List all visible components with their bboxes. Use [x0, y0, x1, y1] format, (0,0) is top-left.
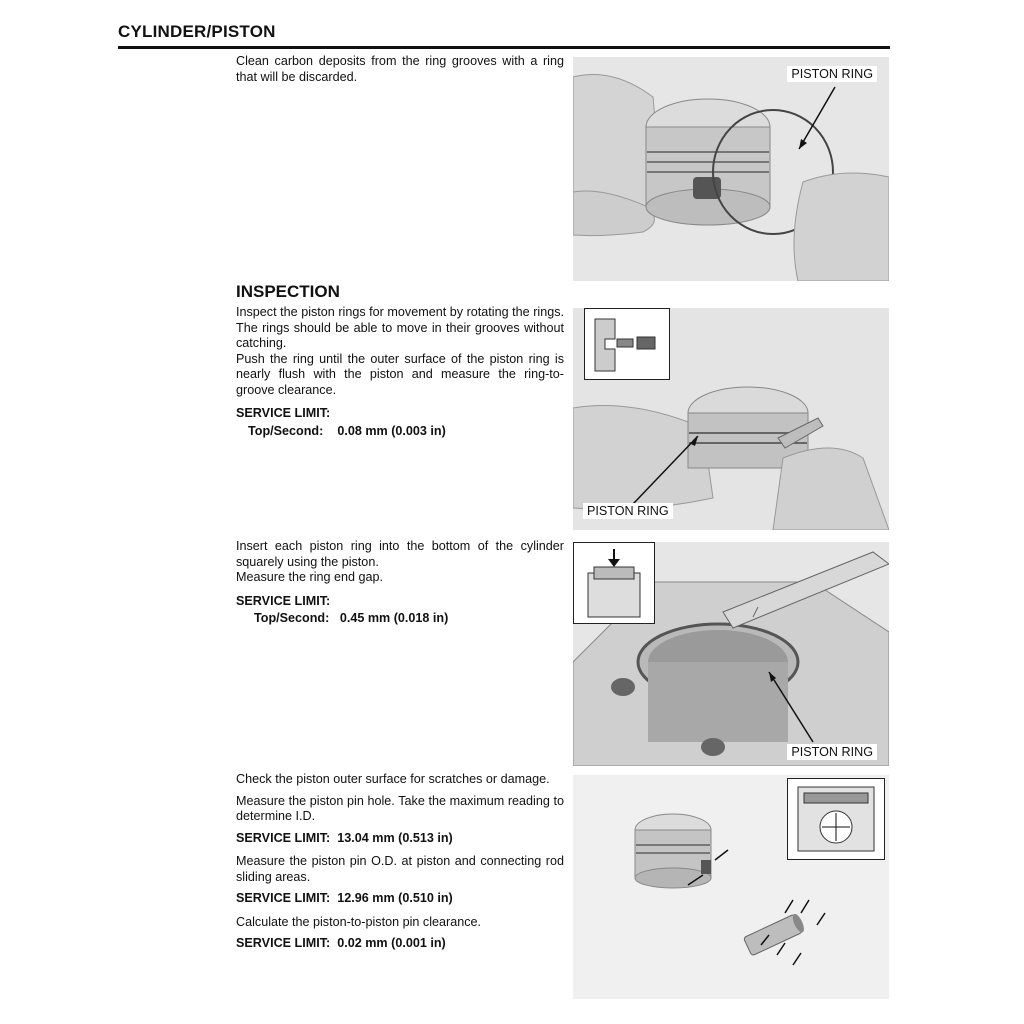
header-rule	[118, 46, 890, 49]
service-limit-pin-hole: SERVICE LIMIT: 13.04 mm (0.513 in)	[236, 830, 453, 845]
piston-paragraph-2: Measure the piston pin hole. Take the maximum reading to determine I.D.	[236, 793, 564, 823]
service-limit-title-1: SERVICE LIMIT:	[236, 406, 331, 420]
piston-paragraph-4: Calculate the piston-to-piston pin clearance.	[236, 914, 482, 929]
service-limit-end-gap: Top/Second: 0.45 mm (0.018 in)	[254, 611, 449, 625]
cleaning-text-block	[236, 54, 564, 91]
photo-ring-end-gap	[573, 542, 889, 766]
inspection-text-block	[236, 305, 564, 445]
service-limit-ring-groove: Top/Second: 0.08 mm (0.003 in)	[248, 423, 446, 438]
callout-piston-ring-3: PISTON RING	[787, 744, 877, 760]
inspection-paragraph-1: Inspect the piston rings for movement by rotating the rings. The rings should be able to move in their grooves without catching.	[236, 305, 564, 350]
end-gap-paragraph-2: Measure the ring end gap.	[236, 570, 384, 584]
inset-cylinder-diagram	[573, 542, 655, 624]
piston-paragraph-1: Check the piston outer surface for scratches or damage.	[236, 772, 550, 786]
page-header	[118, 22, 890, 49]
photo-piston-ring-cleaning	[573, 57, 889, 281]
end-gap-paragraph-1: Insert each piston ring into the bottom of the cylinder squarely using the piston.	[236, 539, 564, 569]
page-title: CYLINDER/PISTON	[118, 22, 276, 41]
end-gap-text-block	[236, 539, 564, 633]
inset-pin-hole-diagram	[787, 778, 885, 860]
photo-piston-and-pin	[573, 775, 889, 999]
piston-paragraph-3: Measure the piston pin O.D. at piston and connecting rod sliding areas.	[236, 854, 564, 884]
service-limit-title-2: SERVICE LIMIT:	[236, 593, 331, 608]
cleaning-instruction: Clean carbon deposits from the ring grooves with a ring that will be discarded.	[236, 54, 564, 84]
callout-piston-ring-1: PISTON RING	[787, 66, 877, 82]
photo-ring-groove-clearance	[573, 308, 889, 530]
callout-piston-ring-2: PISTON RING	[583, 503, 673, 519]
piston-measurement-text-block	[236, 772, 564, 958]
hands-piston-illustration	[573, 57, 889, 281]
inset-groove-diagram	[584, 308, 670, 380]
service-limit-pin-clearance: SERVICE LIMIT: 0.02 mm (0.001 in)	[236, 936, 446, 950]
section-title-inspection: INSPECTION	[236, 282, 340, 301]
service-limit-pin-od: SERVICE LIMIT: 12.96 mm (0.510 in)	[236, 891, 453, 905]
inspection-paragraph-2: Push the ring until the outer surface of the piston ring is nearly flush with the piston and measure the ring-to-groove clearance.	[236, 351, 564, 397]
